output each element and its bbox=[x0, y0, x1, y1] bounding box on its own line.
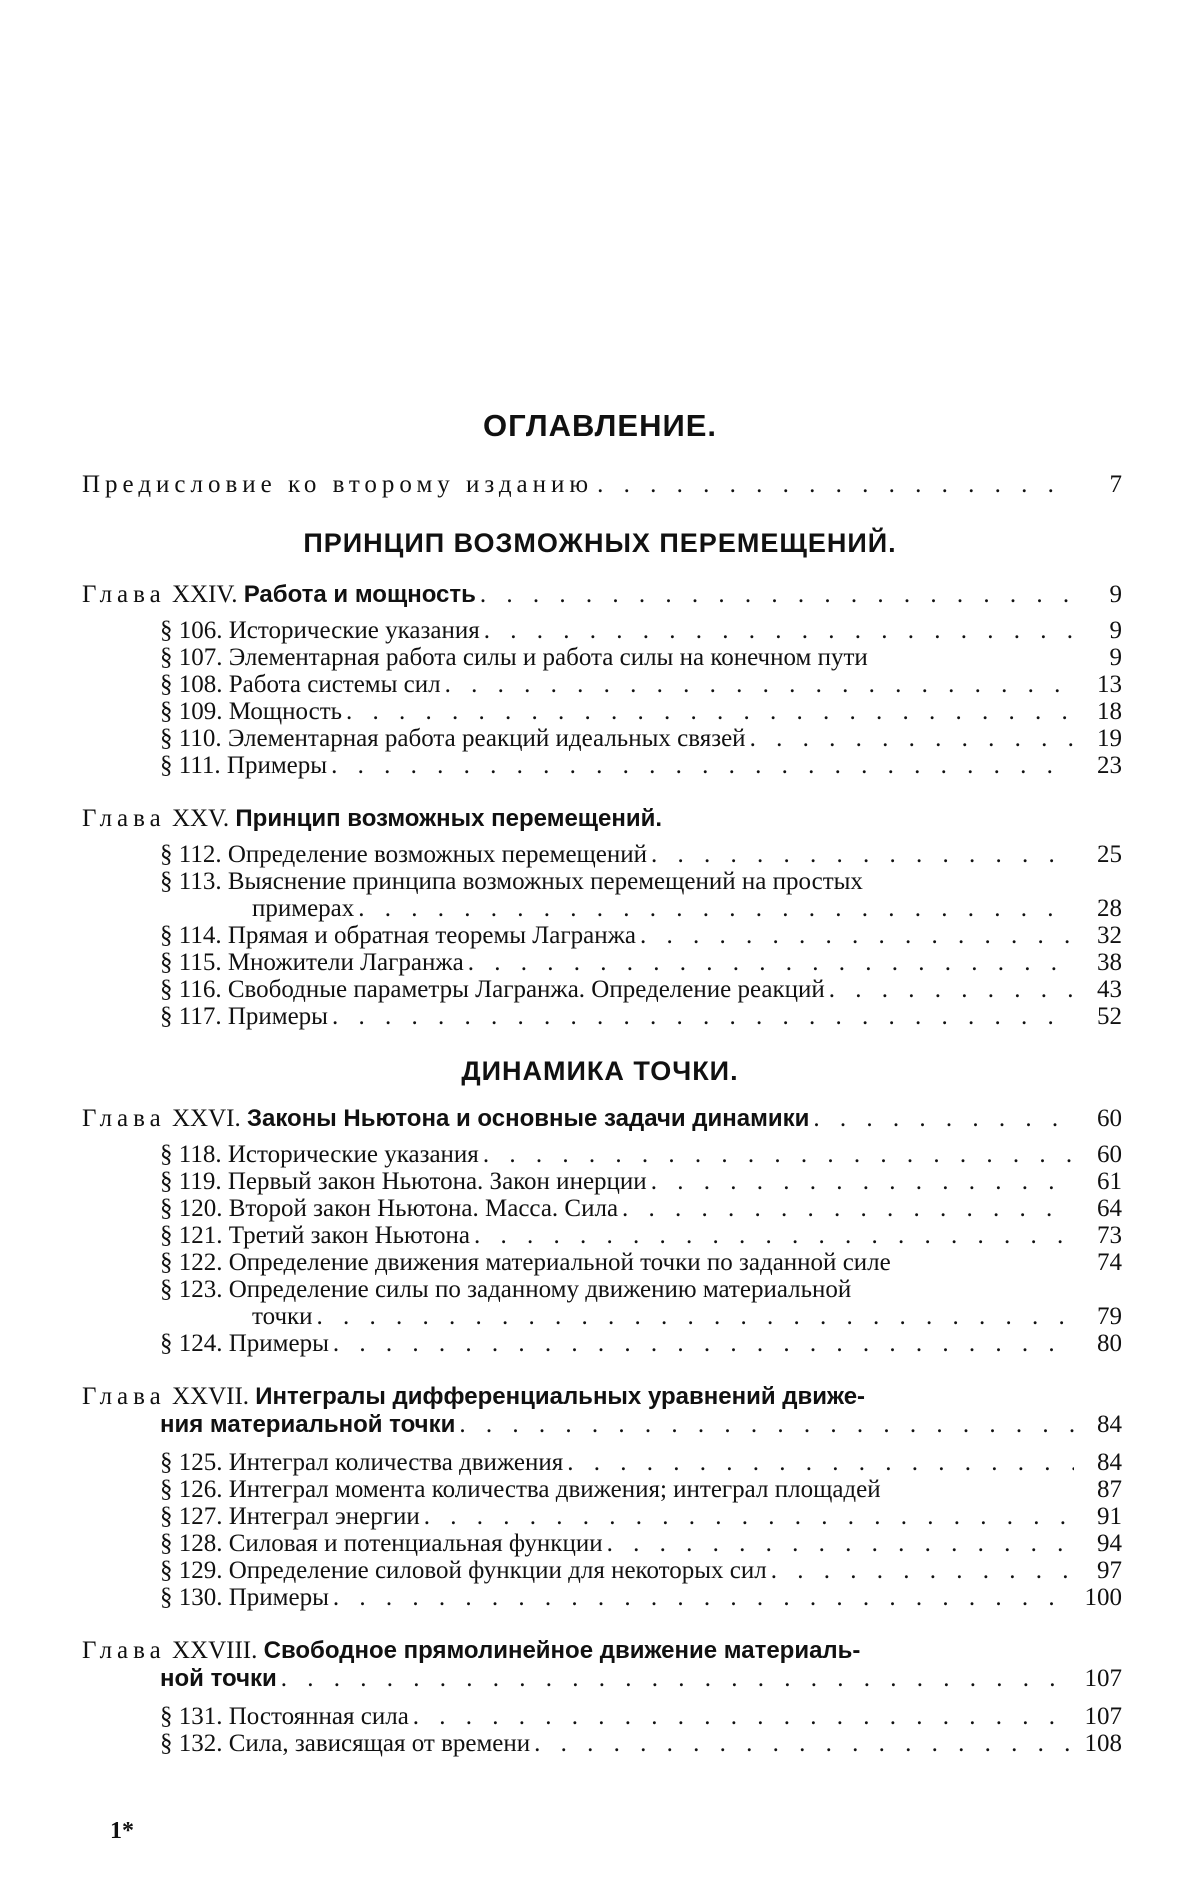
toc-section[interactable]: § 118. Исторические указания . . . 60 bbox=[160, 1140, 1122, 1169]
toc-section[interactable]: § 110. Элементарная работа реакций идеальных связей . . . 19 bbox=[160, 724, 1122, 753]
toc-section[interactable]: § 122. Определение движения материальной точки по заданной силе 74 bbox=[160, 1249, 1122, 1276]
toc-section[interactable]: § 115. Множители Лагранжа . . . 38 bbox=[160, 948, 1122, 977]
toc-chapter[interactable]: Глава XXV. Принцип возможных перемещений. bbox=[82, 805, 663, 832]
toc-section[interactable]: § 114. Прямая и обратная теоремы Лагранжа . . . 32 bbox=[160, 921, 1122, 950]
toc-section[interactable]: § 107. Элементарная работа силы и работа силы на конечном пути 9 bbox=[160, 644, 1122, 671]
toc-section[interactable]: § 113. Выяснение принципа возможных перемещений на простых bbox=[160, 868, 863, 895]
toc-section[interactable]: § 131. Постоянная сила . . . 107 bbox=[160, 1702, 1122, 1731]
page-number: 9 bbox=[1109, 581, 1122, 608]
toc-section[interactable]: § 106. Исторические указания . . . 9 bbox=[160, 616, 1122, 645]
toc-chapter[interactable]: Глава XXIV. Работа и мощность . . . 9 bbox=[82, 580, 1122, 609]
toc-section-continued[interactable]: точки . . . 79 bbox=[252, 1302, 1122, 1331]
signature-mark: 1* bbox=[110, 1818, 134, 1844]
part-title: ДИНАМИКА ТОЧКИ. bbox=[461, 1056, 739, 1086]
toc-section[interactable]: § 132. Сила, зависящая от времени . . . 108 bbox=[160, 1729, 1122, 1758]
page-title: ОГЛАВЛЕНИЕ. bbox=[482, 408, 718, 443]
toc-chapter[interactable]: Глава XXVI. Законы Ньютона и основные задачи динамики . . . 60 bbox=[82, 1104, 1122, 1133]
toc-chapter[interactable]: Глава XXVIII. Свободное прямолинейное движение материаль- bbox=[82, 1637, 861, 1664]
toc-section[interactable]: § 109. Мощность . . . 18 bbox=[160, 697, 1122, 726]
toc-section[interactable]: § 127. Интеграл энергии . . . 91 bbox=[160, 1502, 1122, 1531]
entry-title: Предисловие ко второму изданию bbox=[82, 471, 594, 498]
part-title: ПРИНЦИП ВОЗМОЖНЫХ ПЕРЕМЕЩЕНИЙ. bbox=[303, 528, 897, 558]
toc-chapter[interactable]: Глава XXVII. Интегралы дифференциальных уравнений движе- bbox=[82, 1383, 866, 1410]
toc-section[interactable]: § 124. Примеры . . . 80 bbox=[160, 1329, 1122, 1358]
toc-section[interactable]: § 117. Примеры . . . 52 bbox=[160, 1002, 1122, 1031]
toc-section-continued[interactable]: примерах . . . 28 bbox=[252, 894, 1122, 923]
toc-section[interactable]: § 126. Интеграл момента количества движения; интеграл площадей 87 bbox=[160, 1476, 1122, 1503]
page-number: 7 bbox=[1109, 471, 1122, 498]
toc-section[interactable]: § 121. Третий закон Ньютона . . . 73 bbox=[160, 1221, 1122, 1250]
toc-section[interactable]: § 111. Примеры . . . 23 bbox=[160, 751, 1122, 780]
toc-chapter-continued[interactable]: ния материальной точки . . . 84 bbox=[160, 1410, 1122, 1439]
toc-section[interactable]: § 120. Второй закон Ньютона. Масса. Сила . . . 64 bbox=[160, 1194, 1122, 1223]
toc-chapter-continued[interactable]: ной точки . . . 107 bbox=[160, 1664, 1122, 1693]
toc-entry-preface[interactable] bbox=[82, 470, 1122, 499]
toc-section[interactable]: § 125. Интеграл количества движения . . . 84 bbox=[160, 1448, 1122, 1477]
toc-section[interactable]: § 128. Силовая и потенциальная функции . . . 94 bbox=[160, 1529, 1122, 1558]
toc-section[interactable]: § 112. Определение возможных перемещений . . . 25 bbox=[160, 840, 1122, 869]
toc-section[interactable]: § 108. Работа системы сил . . . 13 bbox=[160, 670, 1122, 699]
toc-section[interactable]: § 119. Первый закон Ньютона. Закон инерции . . . 61 bbox=[160, 1167, 1122, 1196]
toc-section[interactable]: § 123. Определение силы по заданному движению материальной bbox=[160, 1276, 852, 1303]
toc-section[interactable]: § 129. Определение силовой функции для некоторых сил . . . 97 bbox=[160, 1556, 1122, 1585]
toc-section[interactable]: § 130. Примеры . . . 100 bbox=[160, 1583, 1122, 1612]
toc-section[interactable]: § 116. Свободные параметры Лагранжа. Определение реакций . . . 43 bbox=[160, 975, 1122, 1004]
